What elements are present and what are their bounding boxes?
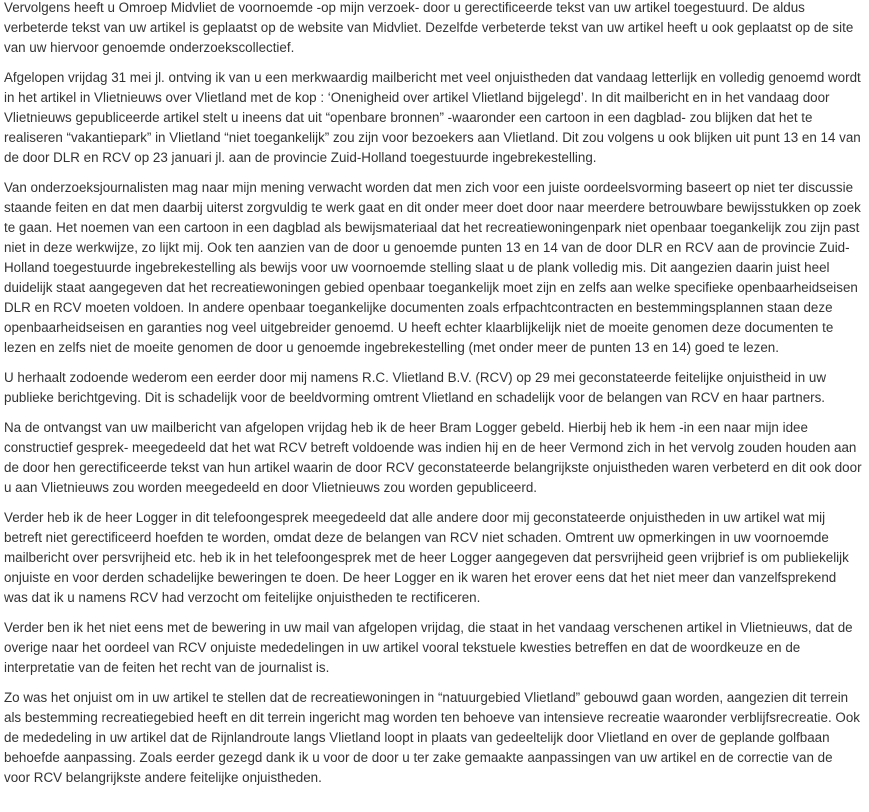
paragraph-persvrijheid: Verder heb ik de heer Logger in dit telefoongesprek meegedeeld dat alle andere door mij geconstateerde onjuistheden in uw artikel wat mij betreft niet gerectificeerd hoefden te worden, omdat deze de belangen van RCV niet schaden. Omtrent uw opmerkingen in uw voornoemde mailbericht over persvrijheid etc. heb ik in het telefoongesprek met de heer Logger aangegeven dat persvrijheid geen vrijbrief is om publiekelijk onjuiste en voor derden schadelijke beweringen te doen. De heer Logger en ik waren het erover eens dat het niet meer dan vanzelfsprekend was dat ik u namens RCV had verzocht om feitelijke onjuistheden te rectificeren. [4, 510, 849, 605]
paragraph-herhaalde-onjuistheid: U herhaalt zodoende wederom een eerder door mij namens R.C. Vlietland B.V. (RCV) op 29 mei geconstateerde feitelijke onjuistheid in uw publieke berichtgeving. Dit is schadelijk voor de beeldvorming omtrent Vlietland en schadelijk voor de belangen van RCV en haar partners. [4, 370, 826, 405]
paragraph-telefoongesprek-logger: Na de ontvangst van uw mailbericht van afgelopen vrijdag heb ik de heer Bram Logger gebeld. Hierbij heb ik hem -in een naar mijn idee constructief gesprek- meegedeeld dat het wat RCV betreft voldoende was indien hij en de heer Vermond zich in het vervolg zouden houden aan de door hen gerectificeerde tekst van hun artikel waarin de door RCV geconstateerde belangrijkste onjuistheden waren verbeterd en dit ook door u aan Vlietnieuws zou worden meegedeeld en door Vlietnieuws zou worden gepubliceerd. [4, 420, 862, 495]
paragraph-onderzoeksjournalisten: Van onderzoeksjournalisten mag naar mijn mening verwacht worden dat men zich voor een juiste oordeelsvorming baseert op niet ter discussie staande feiten en dat men daarbij uiterst zorgvuldig te werk gaat en dit onder meer doet door naar meerdere betrouwbare bewijsstukken op zoek te gaan. Het noemen van een cartoon in een dagblad als bewijsmateriaal dat het recreatiewoningenpark niet openbaar toegankelijk zou zijn past niet in deze werkwijze, zo lijkt mij. Ook ten aanzien van de door u genoemde punten 13 en 14 van de door DLR en RCV aan de provincie Zuid-Holland toegestuurde ingebrekestelling als bewijs voor uw voornoemde stelling slaat u de plank volledig mis. Dit aangezien daarin juist heel duidelijk staat aangegeven dat het recreatiewoningen gebied openbaar toegankelijk moet zijn en zelfs aan welke specifieke openbaarheidseisen DLR en RCV moeten voldoen. In andere openbaar toegankelijke documenten zoals erfpachtcontracten en bestemmingsplannen staan deze openbaarheidseisen en garanties nog veel uitgebreider genoemd. U heeft echter klaarblijkelijk niet de moeite genomen deze documenten te lezen en zelfs niet de moeite genomen de door u genoemde ingebrekestelling (met onder meer de punten 13 en 14) goed te lezen. [4, 180, 861, 355]
paragraph-mailbericht-31-mei: Afgelopen vrijdag 31 mei jl. ontving ik van u een merkwaardig mailbericht met veel onjuistheden dat vandaag letterlijk en volledig genoemd wordt in het artikel in Vlietnieuws over Vlietland met de kop : ‘Onenigheid over artikel Vlietland bijgelegd’. In dit mailbericht en in het vandaag door Vlietnieuws gepubliceerde artikel stelt u ineens dat uit “openbare bronnen” -waaronder een cartoon in een dagblad- zou blijken dat het te realiseren “vakantiepark” in Vlietland “niet toegankelijk” zou zijn voor bezoekers aan Vlietland. Dit zou volgens u ook blijken uit punt 13 en 14 van de door DLR en RCV op 23 januari jl. aan de provincie Zuid-Holland toegestuurde ingebrekestelling. [4, 70, 861, 165]
paragraph-tekstuele-kwesties: Verder ben ik het niet eens met de bewering in uw mail van afgelopen vrijdag, die staat in het vandaag verschenen artikel in Vlietnieuws, dat de overige naar het oordeel van RCV onjuiste mededelingen in uw artikel vooral tekstuele kwesties betreffen en dat de woordkeuze en de interpretatie van de feiten het recht van de journalist is. [4, 620, 853, 675]
paragraph-natuurgebied-vlietland: Zo was het onjuist om in uw artikel te stellen dat de recreatiewoningen in “natuurgebied Vlietland” gebouwd gaan worden, aangezien dit terrein als bestemming recreatiegebied heeft en dit terrein ingericht mag worden ten behoeve van intensieve recreatie waaronder verblijfsrecreatie. Ook de mededeling in uw artikel dat de Rijnlandroute langs Vlietland loopt in plaats van gedeeltelijk door Vlietland en over de geplande golfbaan behoefde aanpassing. Zoals eerder gezegd dank ik u voor de door u ter zake gemaakte aanpassingen van uw artikel en de correctie van de voor RCV belangrijkste andere feitelijke onjuistheden. [4, 690, 860, 785]
paragraph-omroep-midvliet: Vervolgens heeft u Omroep Midvliet de voornoemde -op mijn verzoek- door u gerectificeerde tekst van uw artikel toegestuurd. De aldus verbeterde tekst van uw artikel is geplaatst op de website van Midvliet. Dezelfde verbeterde tekst van uw artikel heeft u ook geplaatst op de site van uw hiervoor genoemde onderzoekscollectief. [4, 0, 854, 55]
